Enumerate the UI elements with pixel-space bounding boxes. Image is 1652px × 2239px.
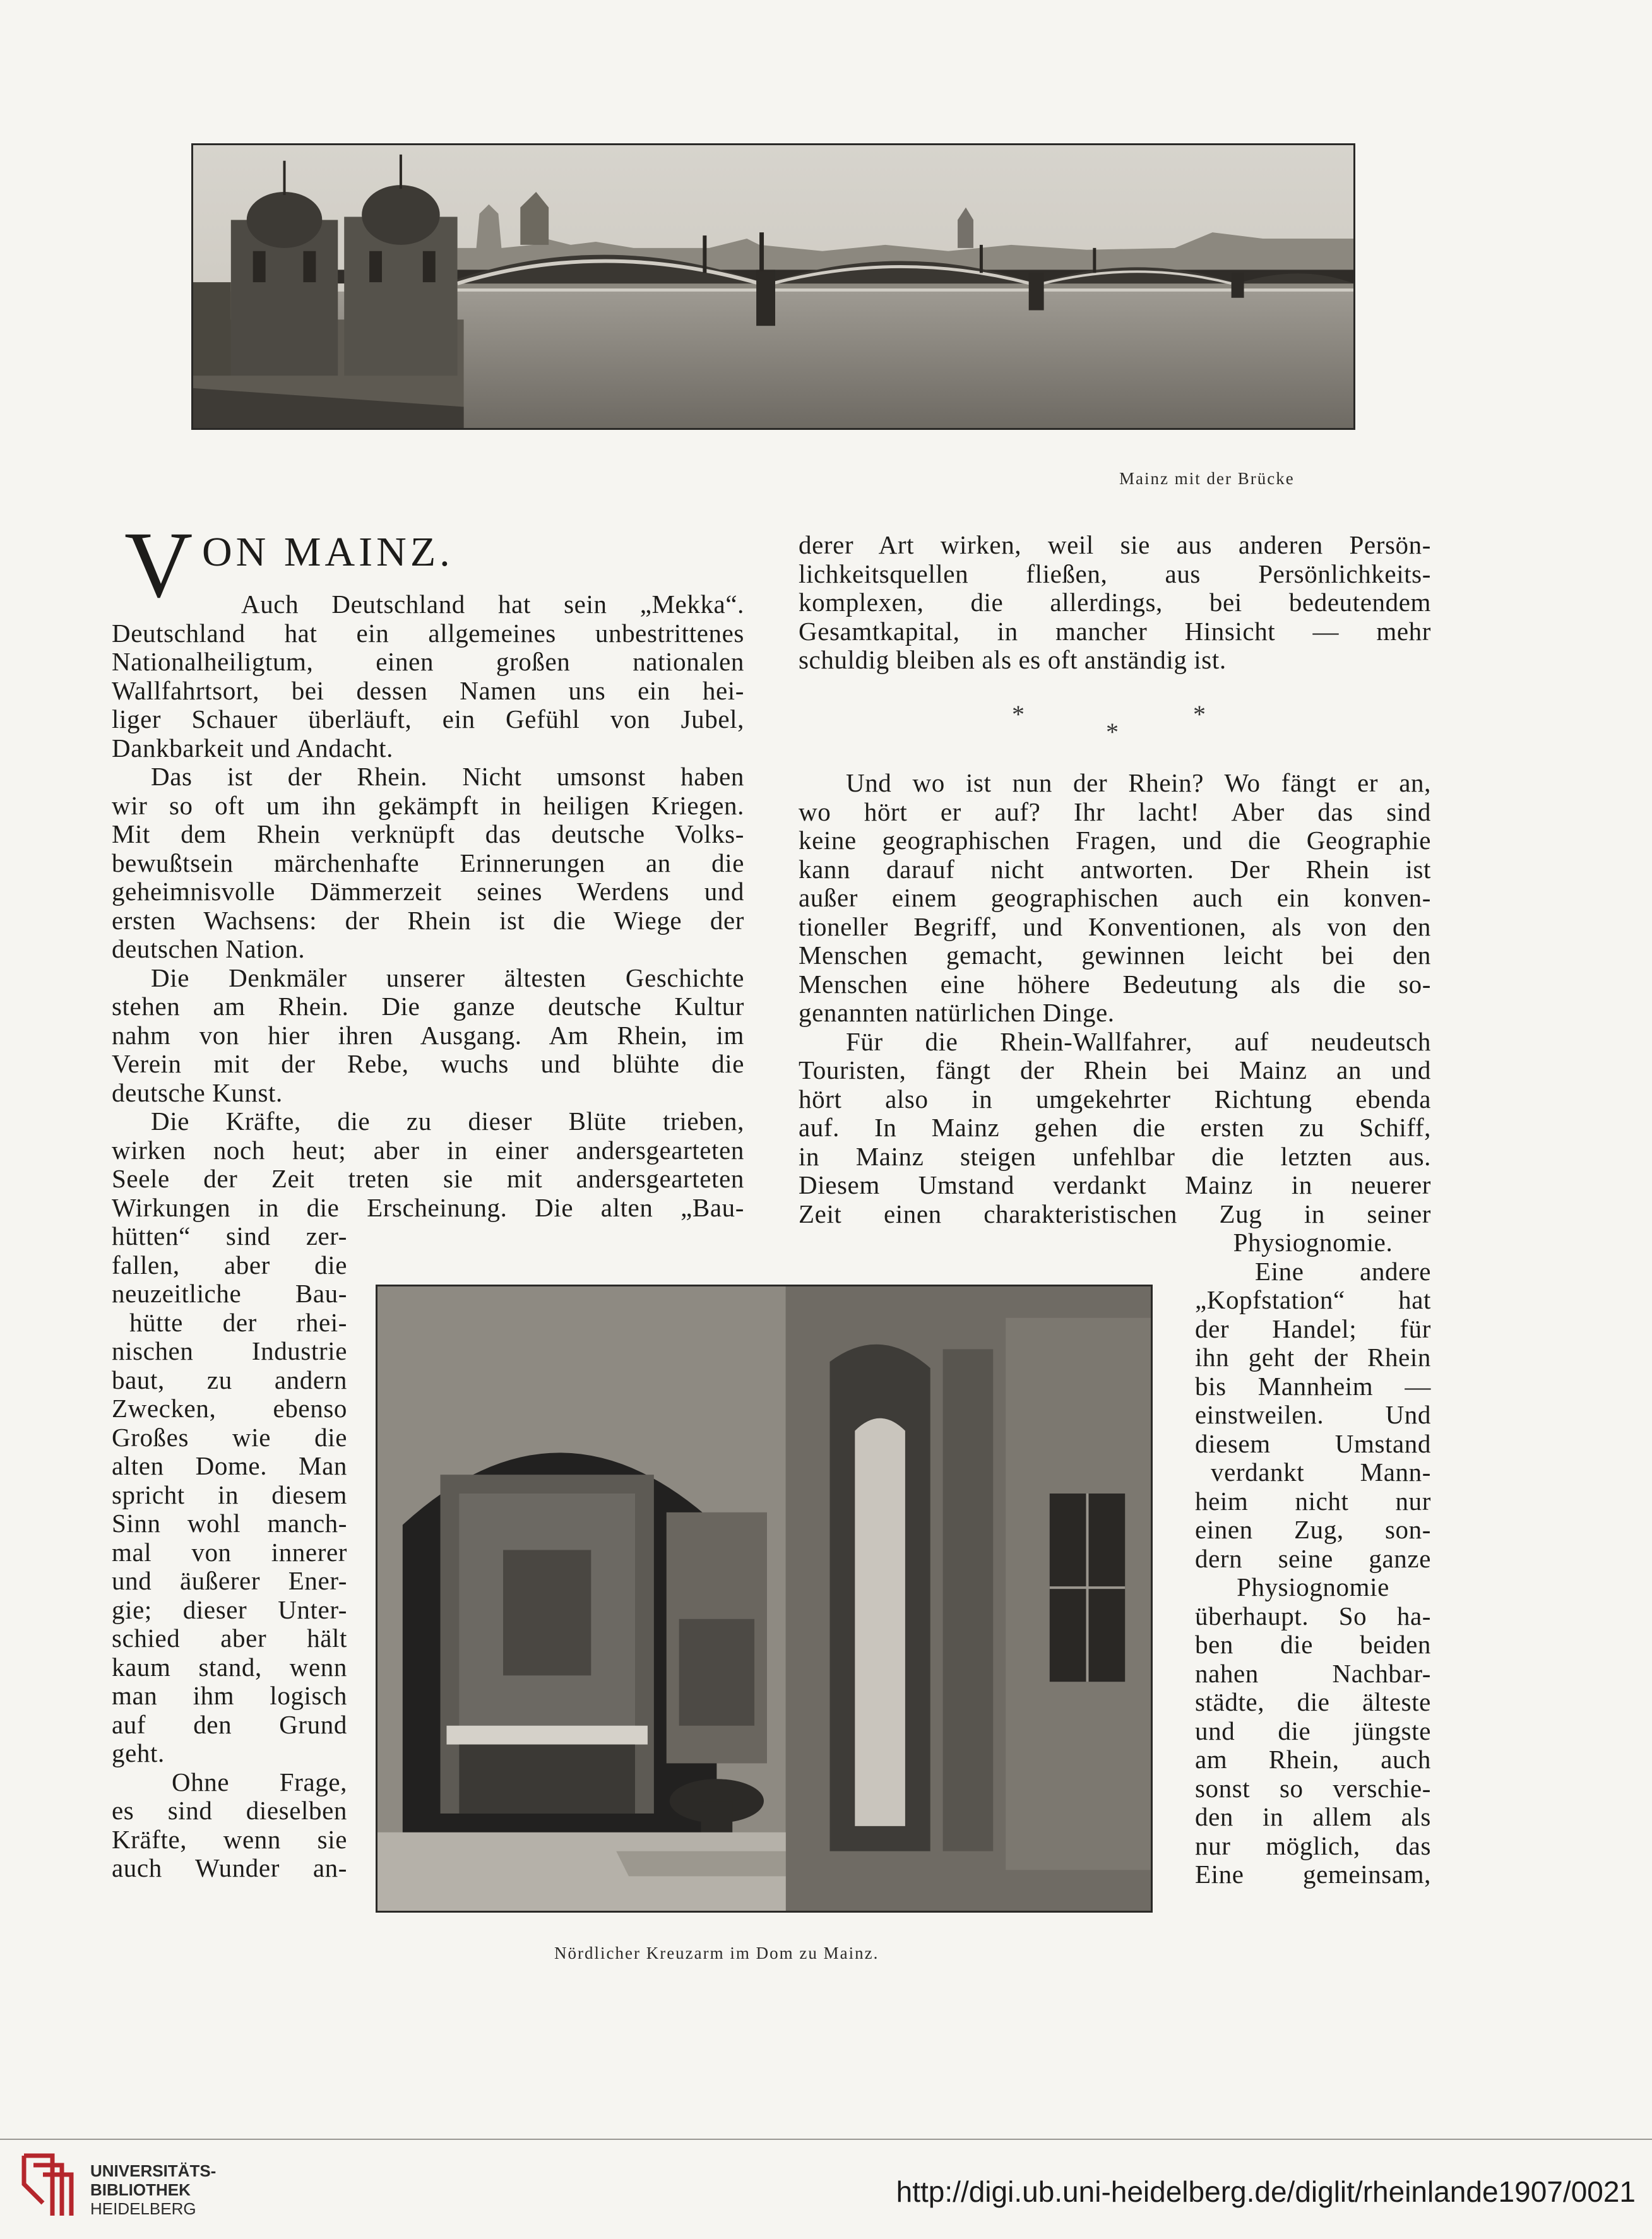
text-line: schuldig bleiben als es oft anständig ist. [799, 645, 1227, 674]
text-line: in Mainz steigen unfehlbar die letzten aus. [799, 1141, 1431, 1171]
text-line: und die jüngste [1195, 1716, 1431, 1745]
text-line: am Rhein, auch [1195, 1745, 1431, 1774]
text-line: einen Zug, son- [1195, 1515, 1431, 1544]
text-line: Menschen eine höhere Bedeutung als die so- [799, 969, 1431, 999]
text-line: kann darauf nicht antworten. Der Rhein ist [799, 854, 1431, 884]
cathedral-photo [376, 1285, 1153, 1913]
text-line: deutsche Kunst. [112, 1078, 283, 1107]
text-line: es sind dieselben [112, 1796, 347, 1825]
text-line: nur möglich, das [1195, 1831, 1431, 1860]
text-line: bis Mannheim — [1195, 1371, 1431, 1401]
text-line: Sinn wohl manch- [112, 1509, 347, 1538]
footer-divider [0, 2139, 1652, 2140]
text-line: liger Schauer überläuft, ein Gefühl von Jubel, [112, 704, 744, 733]
text-line: kaum stand, wenn [112, 1652, 347, 1682]
text-line: wirken noch heut; aber in einer andersgearteten [112, 1135, 744, 1165]
text-line: Deutschland hat ein allgemeines unbestrittenes [112, 618, 744, 648]
text-line: hütten“ sind zer- [112, 1221, 347, 1250]
text-line: Gesamtkapital, in mancher Hinsicht — mehr [799, 616, 1431, 646]
text-line: und äußerer Ener- [112, 1566, 347, 1595]
text-line: Mit dem Rhein verknüpft das deutsche Volks- [112, 819, 744, 848]
text-line: „Kopfstation“ hat [1195, 1285, 1431, 1314]
text-line: Großes wie die [112, 1422, 347, 1452]
top-image-caption: Mainz mit der Brücke [1119, 469, 1295, 488]
text-line: hütte der rhei- [129, 1307, 347, 1337]
text-line: man ihm logisch [112, 1681, 347, 1710]
section-separator: * * * [1012, 700, 1206, 746]
text-line: Nationalheiligtum, einen großen nationalen [112, 647, 744, 676]
text-line: geheimnisvolle Dämmerzeit seines Werdens und [112, 877, 744, 906]
text-line: komplexen, die allerdings, bei bedeutendem [799, 588, 1431, 617]
text-line: Zeit einen charakteristischen Zug in seiner [799, 1199, 1431, 1228]
text-line: wo hört er auf? Ihr lacht! Aber das sind [799, 797, 1431, 826]
text-line: alten Dome. Man [112, 1451, 347, 1480]
library-logo-icon [18, 2140, 78, 2222]
text-line: sonst so verschie- [1195, 1773, 1431, 1803]
text-line: wir so oft um ihn gekämpft in heiligen Kriegen. [112, 790, 744, 820]
text-line: derer Art wirken, weil sie aus anderen Persön- [799, 530, 1431, 559]
text-line: Kräfte, wenn sie [112, 1824, 347, 1854]
text-line: Eine andere [1255, 1256, 1431, 1286]
text-line: spricht in diesem [112, 1480, 347, 1509]
text-line: deutschen Nation. [112, 934, 306, 963]
left-narrow-column [112, 1222, 347, 1883]
text-line: verdankt Mann- [1211, 1458, 1431, 1487]
text-line: Für die Rhein-Wallfahrer, auf neudeutsch [846, 1026, 1431, 1056]
text-line: auf den Grund [112, 1709, 347, 1739]
text-line: nischen Industrie [112, 1336, 347, 1365]
text-line: Seele der Zeit treten sie mit andersgearteten [112, 1164, 744, 1193]
text-line: dern seine ganze [1195, 1543, 1431, 1573]
text-line: ihn geht der Rhein [1195, 1343, 1431, 1372]
text-line: keine geographischen Fragen, und die Geographie [799, 826, 1431, 855]
text-line: hört also in umgekehrter Richtung ebenda [799, 1084, 1431, 1114]
text-line: fallen, aber die [112, 1250, 347, 1280]
text-line: Auch Deutschland hat sein „Mekka“. [241, 590, 744, 619]
library-name-line: HEIDELBERG [90, 2199, 196, 2218]
text-line: Verein mit der Rebe, wuchs und blühte die [112, 1049, 744, 1078]
text-line: schied aber hält [112, 1624, 347, 1653]
library-name [90, 2161, 216, 2218]
text-line: den in allem als [1195, 1802, 1431, 1831]
text-line: außer einem geographischen auch ein konven- [799, 883, 1431, 912]
text-line: überhaupt. So ha- [1195, 1601, 1431, 1630]
library-name-line: BIBLIOTHEK [90, 2180, 191, 2199]
text-line: auf. In Mainz gehen die ersten zu Schiff, [799, 1113, 1431, 1142]
text-line: Und wo ist nun der Rhein? Wo fängt er an, [846, 768, 1431, 797]
right-column-top [799, 531, 1431, 675]
text-line: Die Kräfte, die zu dieser Blüte trieben, [151, 1107, 744, 1136]
text-line: Physiognomie [1237, 1572, 1389, 1601]
text-line: mal von innerer [112, 1537, 347, 1567]
text-line: einstweilen. Und [1195, 1400, 1431, 1429]
text-line: Eine gemeinsam, [1195, 1860, 1431, 1889]
text-line: genannten natürlichen Dinge. [799, 998, 1115, 1027]
library-name-line: UNIVERSITÄTS- [90, 2161, 217, 2180]
text-line: Das ist der Rhein. Nicht umsonst haben [151, 762, 744, 791]
text-line: heim nicht nur [1195, 1486, 1431, 1516]
text-line: Touristen, fängt der Rhein bei Mainz an und [799, 1055, 1431, 1084]
text-line: tioneller Begriff, und Konventionen, als von den [799, 912, 1431, 941]
text-line: Dankbarkeit und Andacht. [112, 733, 393, 763]
bottom-image-caption: Nördlicher Kreuzarm im Dom zu Mainz. [554, 1944, 879, 1963]
text-line: auch Wunder an- [112, 1853, 347, 1882]
text-line: bewußtsein märchenhafte Erinnerungen an die [112, 848, 744, 877]
text-line: stehen am Rhein. Die ganze deutsche Kultur [112, 992, 744, 1021]
text-line: Wallfahrtsort, bei dessen Namen uns ein hei- [112, 675, 744, 705]
bridge-photo [191, 143, 1355, 430]
text-line: neuzeitliche Bau- [112, 1279, 347, 1308]
text-line: der Handel; für [1195, 1314, 1431, 1343]
text-line: Ohne Frage, [172, 1767, 347, 1797]
text-line: Zwecken, ebenso [112, 1394, 347, 1423]
text-line: baut, zu andern [112, 1365, 347, 1394]
article-title: ON MAINZ. [202, 529, 454, 575]
text-line: Menschen gemacht, gewinnen leicht bei den [799, 941, 1431, 970]
text-line: gie; dieser Unter- [112, 1595, 347, 1624]
text-line: städte, die älteste [1195, 1687, 1431, 1716]
text-line: Wirkungen in die Erscheinung. Die alten „Bau- [112, 1192, 744, 1222]
text-line: ersten Wachsens: der Rhein ist die Wiege der [112, 905, 744, 935]
text-line: geht. [112, 1738, 165, 1767]
text-line: lichkeitsquellen fließen, aus Persönlichkeits- [799, 559, 1431, 588]
right-narrow-column [1195, 1228, 1431, 1889]
text-line: Diesem Umstand verdankt Mainz in neuerer [799, 1170, 1431, 1199]
right-column [799, 769, 1431, 1228]
text-line: nahm von hier ihren Ausgang. Am Rhein, im [112, 1020, 744, 1050]
title-dropcap: V [124, 513, 193, 617]
source-url-link[interactable]: http://digi.ub.uni-heidelberg.de/diglit/rheinlande1907/0021 [896, 2175, 1636, 2208]
text-line: ben die beiden [1195, 1630, 1431, 1659]
text-line: Die Denkmäler unserer ältesten Geschichte [151, 963, 744, 992]
text-line: nahen Nachbar- [1195, 1658, 1431, 1688]
text-line: Physiognomie. [1233, 1228, 1393, 1257]
left-column [112, 590, 744, 1222]
text-line: diesem Umstand [1195, 1428, 1431, 1458]
